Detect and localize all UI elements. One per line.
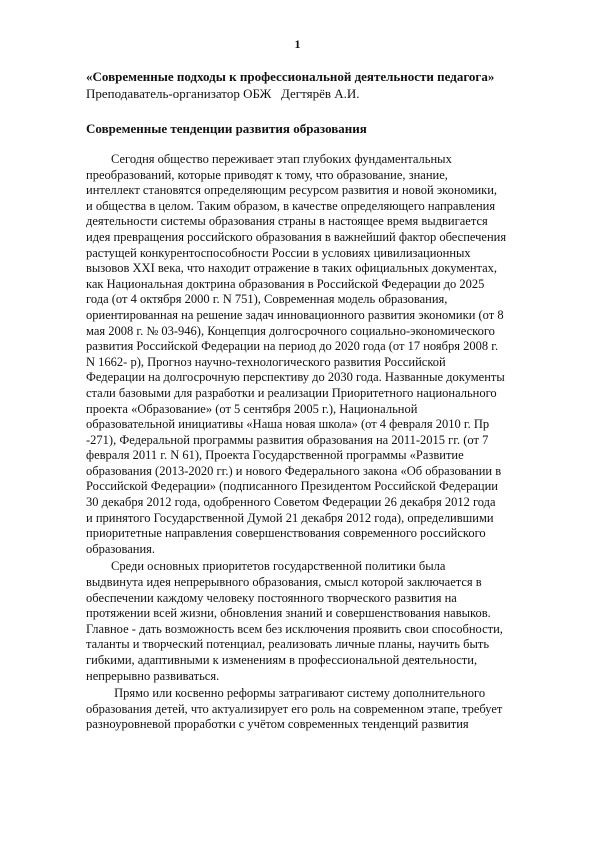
text-line: таланты и творческий потенциал, реализовать личные планы, научить быть bbox=[86, 637, 490, 652]
text-line: Прямо или косвенно реформы затрагивают систему дополнительного bbox=[86, 686, 486, 701]
text-line: Федерации на долгосрочную перспективу до 2030 года. Названные документы bbox=[86, 370, 505, 385]
author-line: Преподаватель-организатор ОБЖ Дегтярёв А.И. bbox=[86, 86, 360, 101]
text-line: разноуровневой проработки с учётом современных тенденций развития bbox=[86, 717, 469, 732]
text-line: гибкими, адаптивными к изменениям в профессиональной деятельности, bbox=[86, 653, 478, 667]
text-line: и общества в целом. Таким образом, в качестве определяющего направления bbox=[86, 198, 496, 213]
text-line: проекта «Образование» (от 5 сентября 2005 г.), Национальной bbox=[86, 401, 418, 416]
text-line: вызовов XXI века, что находит отражение в таких официальных документах, bbox=[86, 261, 498, 276]
text-line: обеспечении каждому человеку постоянного творческого развития на bbox=[86, 590, 457, 605]
text-line: непрерывно развиваться. bbox=[86, 668, 220, 683]
text-line: февраля 2011 г. N 61), Проекта Государственной программы «Развитие bbox=[86, 448, 464, 463]
text-line: стали базовыми для разработки и реализации Приоритетного национального bbox=[86, 385, 497, 400]
body-text bbox=[86, 152, 526, 735]
text-line: как Национальная доктрина образования в Российской Федерации до 2025 bbox=[86, 276, 485, 291]
section-heading: Современные тенденции развития образования bbox=[86, 121, 367, 136]
text-line: преобразований, которые приводят к тому, что образование, знание, bbox=[86, 167, 448, 182]
text-line: образования детей, что актуализирует его роль на современном этапе, требует bbox=[86, 701, 503, 716]
text-line: деятельности системы образования страны в настоящее время выдвигается bbox=[86, 214, 488, 229]
text-line: Российской Федерации» (подписанного Президентом Российской Федерации bbox=[86, 479, 498, 494]
text-line: Среди основных приоритетов государственной политики была bbox=[86, 559, 446, 574]
text-line: -271), Федеральной программы развития образования на 2011-2015 гг. (от 7 bbox=[86, 432, 489, 447]
text-line: ориентированная на решение задач инновационного развития экономики (от 8 bbox=[86, 307, 504, 322]
text-line: N 1662- р), Прогноз научно-технологического развития Российской bbox=[86, 354, 446, 369]
page-number: 1 bbox=[294, 37, 301, 51]
document-title: «Современные подходы к профессиональной деятельности педагога» bbox=[86, 69, 495, 84]
paragraph bbox=[86, 686, 526, 733]
paragraph bbox=[86, 152, 526, 557]
text-line: года (от 4 октября 2000 г. N 751), Современная модель образования, bbox=[86, 292, 448, 307]
document-header bbox=[86, 68, 526, 102]
text-line: растущей конкурентоспособности России в условиях цивилизационных bbox=[86, 245, 471, 260]
text-line: идея превращения российского образования в важнейший фактор обеспечения bbox=[86, 229, 507, 244]
text-line: развития Российской Федерации на период до 2020 года (от 17 ноября 2008 г. bbox=[86, 339, 499, 354]
text-line: Сегодня общество переживает этап глубоких фундаментальных bbox=[86, 152, 452, 166]
text-line: Главное - дать возможность всем без исключения проявить свои способности, bbox=[86, 621, 503, 636]
text-line: протяжении всей жизни, обновления знаний и совершенствования навыков. bbox=[86, 606, 491, 621]
text-line: мая 2008 г. № 03-946), Концепция долгосрочного социально-экономического bbox=[86, 323, 495, 338]
text-line: выдвинута идея непрерывного образования, смысл которой заключается в bbox=[86, 575, 482, 590]
text-line: 30 декабря 2012 года, одобренного Советом Федерации 26 декабря 2012 года bbox=[86, 495, 496, 510]
paragraph bbox=[86, 559, 526, 684]
text-line: образования (2013-2020 гг.) и нового Федерального закона «Об образовании в bbox=[86, 463, 502, 478]
text-line: образования. bbox=[86, 541, 156, 556]
text-line: образовательной инициативы «Наша новая школа» (от 4 февраля 2010 г. Пр bbox=[86, 417, 490, 432]
text-line: и принятого Государственной Думой 21 декабря 2012 года), определившими bbox=[86, 510, 494, 525]
text-line: интеллект становятся определяющим ресурсом развития и новой экономики, bbox=[86, 183, 498, 198]
text-line: приоритетные направления совершенствования современного российского bbox=[86, 526, 486, 541]
